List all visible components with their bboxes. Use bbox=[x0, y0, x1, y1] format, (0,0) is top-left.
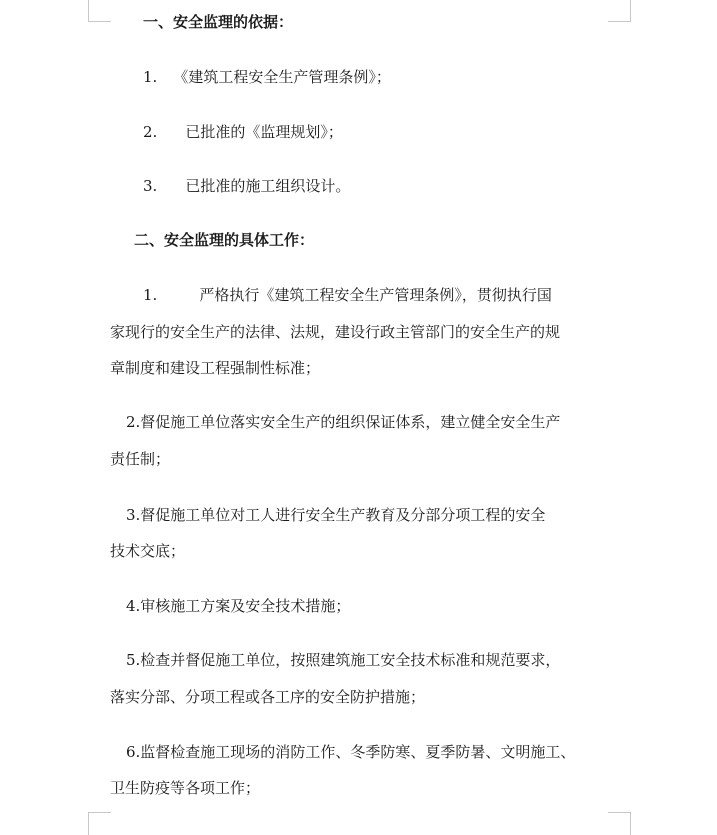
section-2-item-5-line-2: 落实分部、分项工程或各工序的安全防护措施； bbox=[110, 688, 426, 706]
section-2-item-4-line-1: 4.审核施工方案及安全技术措施； bbox=[126, 597, 351, 615]
corner-mark-top-left bbox=[88, 0, 111, 22]
section-2-item-2-line-1: 2.督促施工单位落实安全生产的组织保证体系，建立健全安全生产 bbox=[126, 413, 561, 431]
item-text: 严格执行《建筑工程安全生产管理条例》，贯彻执行国 bbox=[199, 286, 552, 304]
item-text: 已批准的《监理规划》； bbox=[185, 123, 343, 141]
item-number: 1. bbox=[143, 68, 158, 86]
corner-mark-bottom-left bbox=[88, 812, 111, 835]
corner-mark-bottom-right bbox=[608, 812, 631, 835]
item-number: 1. bbox=[143, 286, 158, 304]
section-2-item-6-line-2: 卫生防疫等各项工作； bbox=[110, 779, 261, 797]
corner-mark-top-right bbox=[608, 0, 631, 22]
section-2-item-5-line-1: 5.检查并督促施工单位，按照建筑施工安全技术标准和规范要求， bbox=[126, 651, 561, 669]
section-2-item-1-line-1 bbox=[143, 285, 552, 305]
section-1-item-1 bbox=[143, 67, 391, 87]
section-2-item-3-line-1: 3.督促施工单位对工人进行安全生产教育及分部分项工程的安全 bbox=[126, 506, 546, 524]
section-1-item-2 bbox=[143, 122, 343, 142]
section-1-heading: 一、安全监理的依据： bbox=[143, 13, 294, 31]
item-number: 2. bbox=[143, 123, 158, 141]
section-2-item-1-line-2: 家现行的安全生产的法律、法规，建设行政主管部门的安全生产的规 bbox=[110, 323, 561, 341]
section-2-item-3-line-2: 技术交底； bbox=[110, 542, 186, 560]
section-1-item-3 bbox=[143, 176, 350, 196]
section-2-item-2-line-2: 责任制； bbox=[110, 450, 171, 468]
item-number: 3. bbox=[143, 177, 158, 195]
item-text: 《建筑工程安全生产管理条例》； bbox=[173, 68, 391, 86]
section-2-heading: 二、安全监理的具体工作： bbox=[134, 231, 315, 249]
section-2-item-6-line-1: 6.监督检查施工现场的消防工作、冬季防寒、夏季防暑、文明施工、 bbox=[126, 743, 576, 761]
item-text: 已批准的施工组织设计。 bbox=[185, 177, 351, 195]
section-2-item-1-line-3: 章制度和建设工程强制性标准； bbox=[110, 359, 321, 377]
